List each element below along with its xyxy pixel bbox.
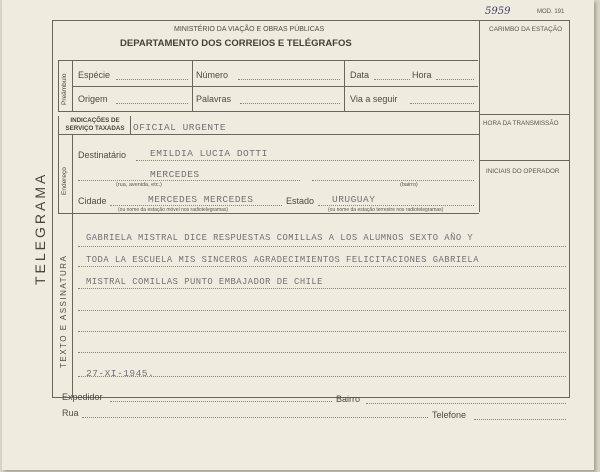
text-side-divider (72, 213, 73, 397)
footer-bairro-line (366, 403, 566, 404)
cidade-label: Cidade (78, 196, 107, 206)
destinatario-label: Destinatário (78, 150, 127, 160)
transmission-time-label: HORA DA TRANSMISSÃO (483, 120, 559, 127)
estado-value: URUGUAY (332, 194, 376, 205)
hora-line (436, 79, 474, 80)
preamble-mid-rule (72, 86, 478, 87)
message-line-6 (78, 352, 566, 353)
cidade-value: MERCEDES MERCEDES (148, 194, 254, 205)
via-label: Via a seguir (350, 94, 398, 104)
numero-line (238, 79, 340, 80)
preamble-top-rule (58, 60, 478, 61)
bairro-note: (bairro) (400, 182, 418, 188)
service-box-left (58, 116, 59, 134)
rua-line (82, 417, 428, 418)
cidade-line (110, 205, 282, 206)
right-column-divider (479, 20, 480, 212)
preamble-left-rule (58, 60, 59, 112)
hora-label: Hora (412, 70, 432, 80)
telefone-line (474, 419, 566, 420)
department-title: DEPARTAMENTO DOS CORREIOS E TELÉGRAFOS (120, 38, 352, 49)
endereco-side-label: Endereço (61, 167, 68, 195)
ministry-title: MINISTÉRIO DA VIAÇÃO E OBRAS PÚBLICAS (174, 26, 325, 33)
preamble-bottom-rule (58, 111, 479, 112)
especie-line (116, 79, 188, 80)
service-value: OFICIAL URGENTE (133, 122, 227, 133)
estado-note: (ou nome da estação terrestre nos radiotelegramas) (328, 207, 444, 213)
telegrama-side-title: TELEGRAMA (32, 171, 48, 285)
rua-label: Rua (62, 408, 79, 418)
street-line (78, 180, 300, 181)
message-date: 27-XI-1945. (86, 368, 155, 379)
left-rule (52, 20, 53, 398)
message-line-3 (78, 288, 566, 289)
destinatario-value: EMILDIA LUCIA DOTTI (150, 148, 268, 159)
estado-label: Estado (286, 196, 315, 206)
stamp-box-bottom-rule (479, 114, 570, 115)
especie-label: Espécie (78, 70, 111, 80)
palavras-line (240, 103, 340, 104)
street-note: (rua, avenida, etc.) (116, 182, 162, 188)
bairro-label: Bairro (336, 394, 361, 404)
address-bottom-rule (58, 213, 479, 214)
bottom-rule (52, 397, 570, 398)
handwritten-number: 5959 (485, 6, 511, 17)
cidade-note: (ou nome da estação móvel nos radiotelegramas) (118, 207, 229, 213)
service-box-right (130, 116, 131, 134)
service-bottom-rule (58, 134, 479, 135)
numero-label: Número (196, 70, 229, 80)
street-value: MERCEDES (150, 169, 200, 180)
message-line-2 (78, 266, 566, 267)
telegram-form (2, 0, 594, 470)
data-line (374, 79, 410, 80)
message-line-1 (78, 246, 566, 247)
message-line-4 (78, 310, 566, 311)
data-label: Data (350, 70, 370, 80)
palavras-label: Palavras (196, 94, 232, 104)
origem-label: Origem (78, 94, 108, 104)
estado-line (318, 205, 474, 206)
bairro-line (312, 180, 474, 181)
expedidor-label: Expedidor (62, 392, 103, 402)
message-line-5 (78, 331, 566, 332)
texto-assinatura-side-label: TEXTO E ASSINATURA (59, 254, 68, 368)
message-text-line-1: GABRIELA MISTRAL DICE RESPUESTAS COMILLAS A LOS ALUMNOS SEXTO AÑO Y (86, 233, 474, 243)
address-left-rule (58, 134, 59, 214)
origem-line (116, 103, 188, 104)
service-label: INDICAÇÕES DE SERVIÇO TAXADAS (65, 117, 125, 132)
message-text-line-2: TODA LA ESCUELA MIS SINCEROS AGRADECIMIENTOS FELICITACIONES GABRIELA (86, 255, 479, 265)
top-rule (52, 20, 570, 21)
message-text-line-3: MISTRAL COMILLAS PUNTO EMBAJADOR DE CHILE (86, 277, 323, 287)
transmission-box-rule (479, 160, 570, 161)
right-rule (569, 20, 570, 398)
preambulo-side-label: Preâmbulo (61, 73, 68, 105)
expedidor-line (110, 401, 332, 402)
address-side-divider (72, 134, 73, 214)
destinatario-line (136, 160, 474, 161)
telefone-label: Telefone (432, 410, 467, 420)
stamp-box-label: CARIMBO DA ESTAÇÃO (489, 26, 563, 33)
via-line (410, 103, 474, 104)
operator-initials-label: INICIAIS DO OPERADOR (486, 168, 560, 175)
form-model: MOD. 191 (537, 9, 565, 15)
